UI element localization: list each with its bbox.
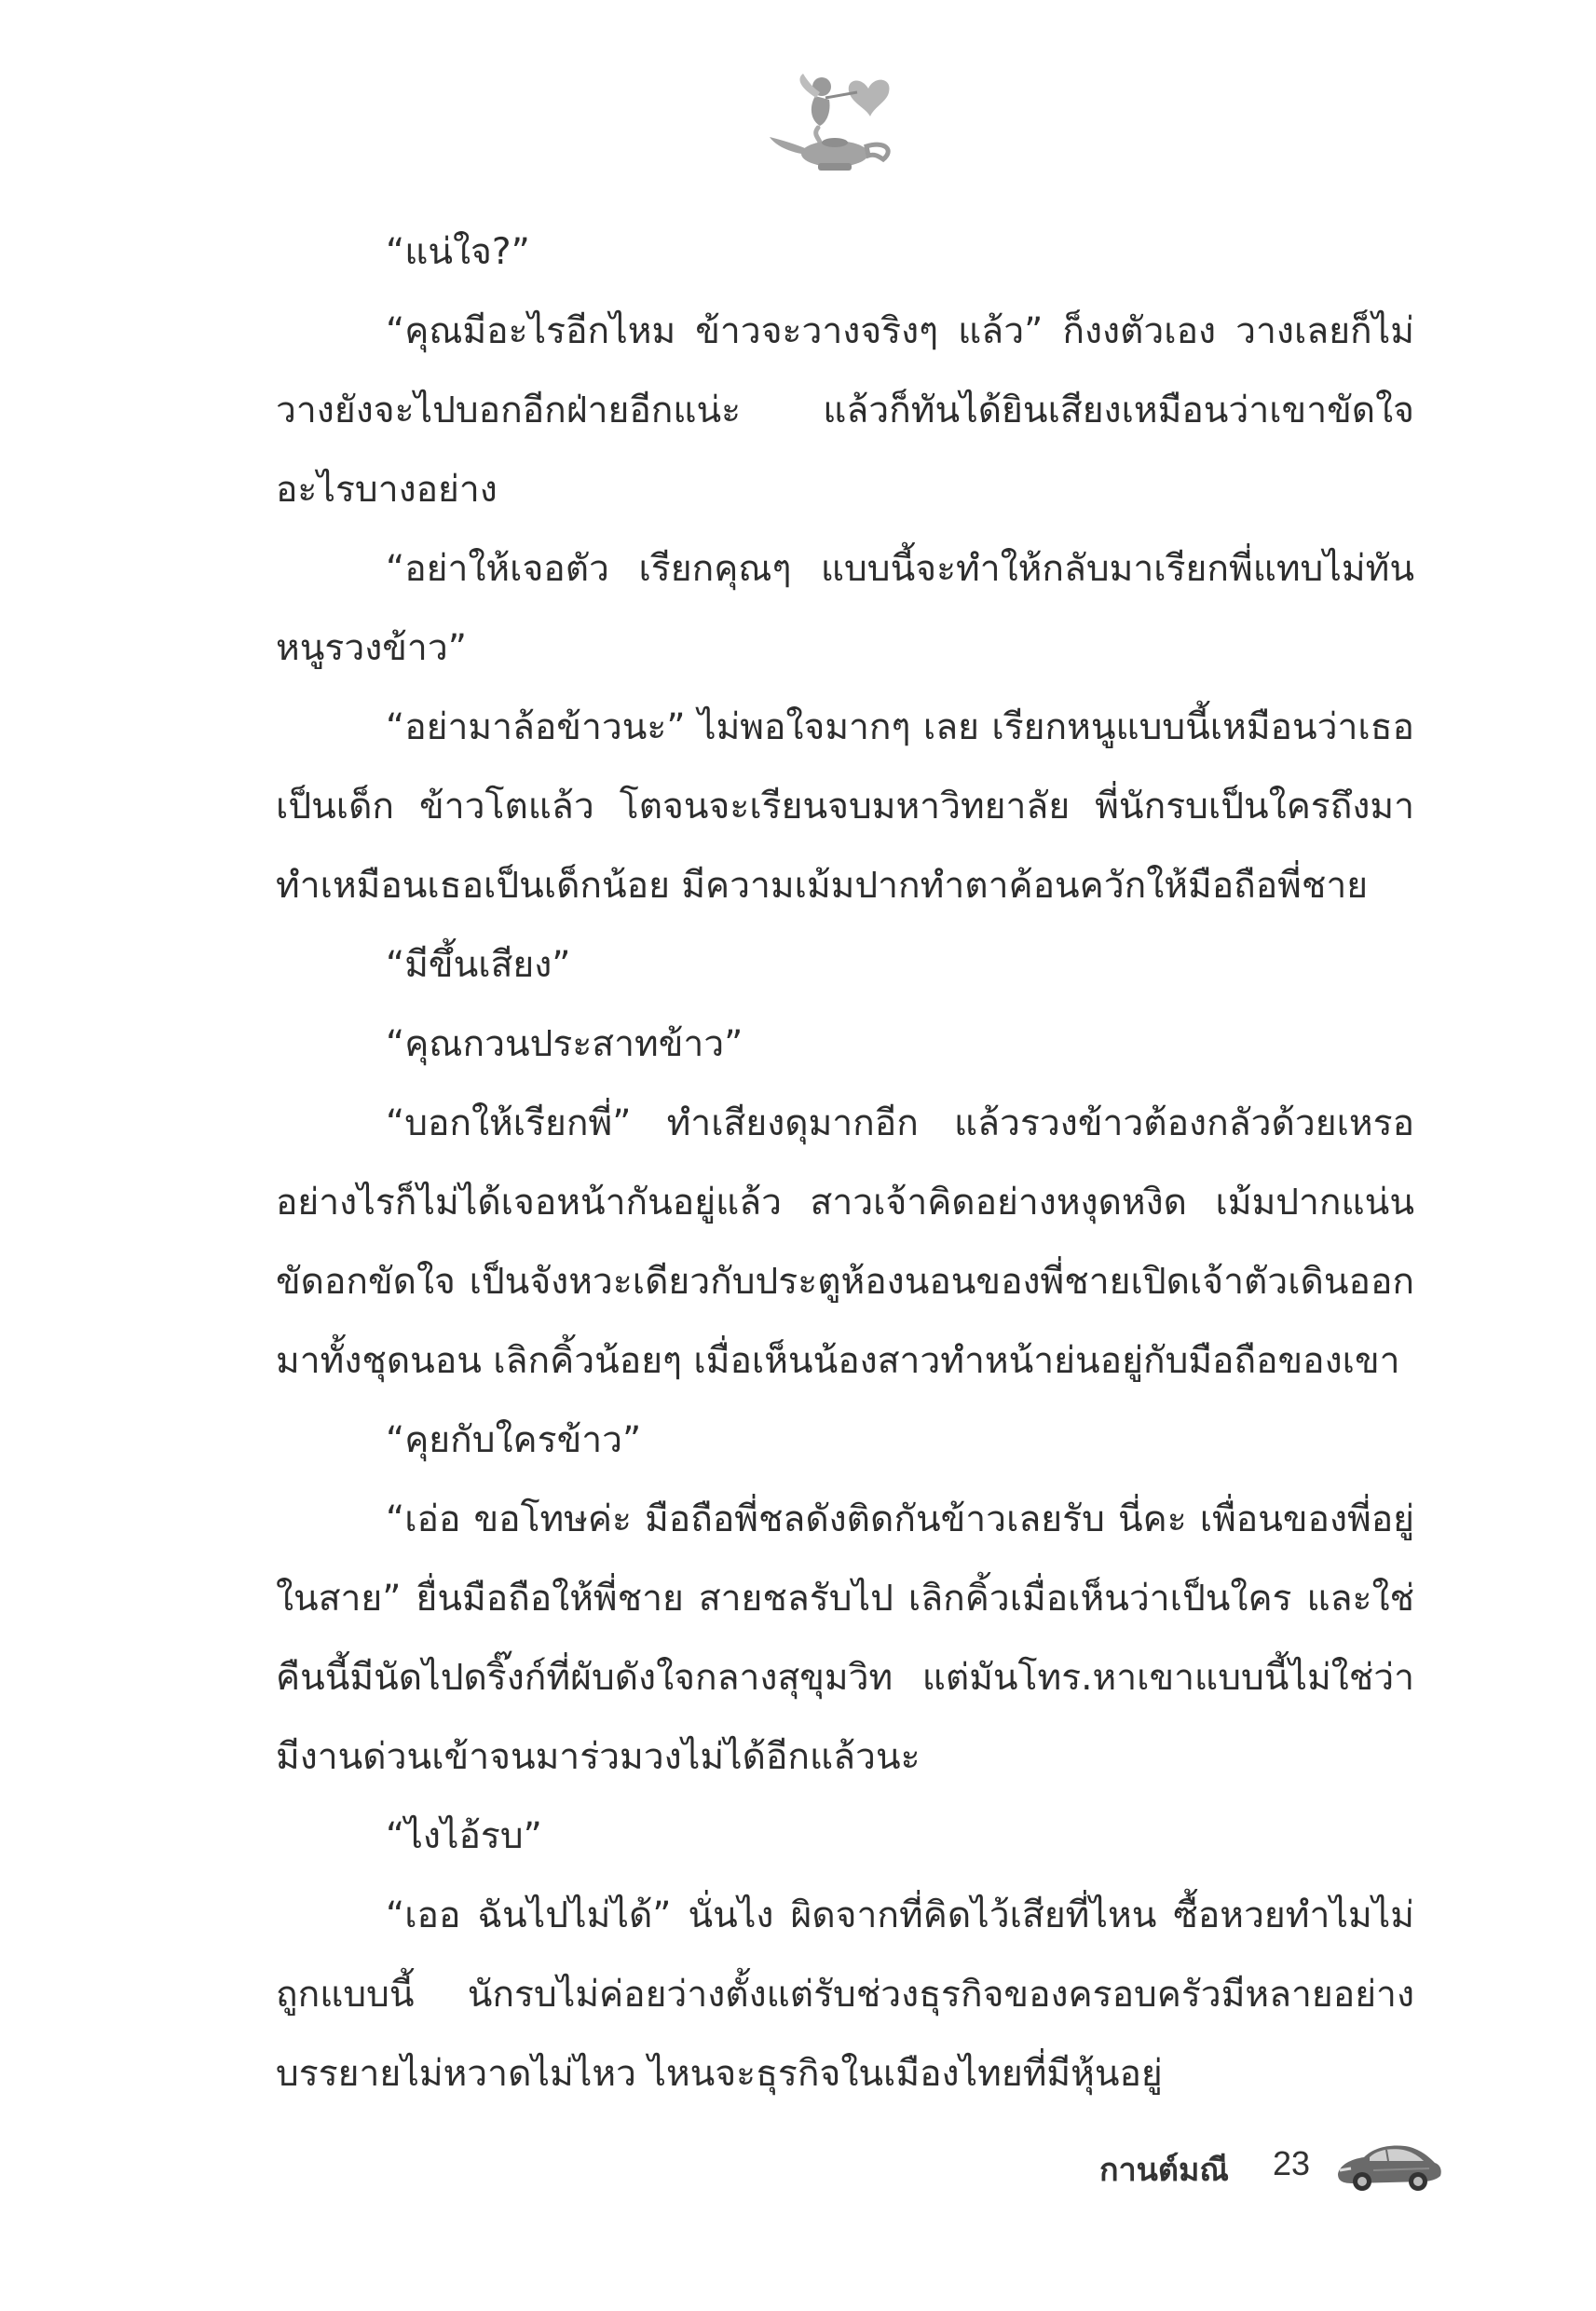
paragraph: “ไงไอ้รบ”: [386, 1815, 542, 1857]
page-number: 23: [1273, 2144, 1311, 2182]
paragraph: “คุณมีอะไรอีกไหม ข้าวจะวางจริงๆ แล้ว” ก็งงตัวเอง วางเลยก็ไม่วางยังจะไปบอกอีกฝ่ายอีกแน่ะ แล้วก็ทันได้ยินเสียงเหมือนว่าเขาขัดใจอะไรบางอย่าง: [276, 310, 1414, 511]
paragraph: “แน่ใจ?”: [386, 231, 530, 273]
genie-lamp-icon: [764, 51, 913, 182]
body-text: [276, 212, 1414, 2113]
paragraph: “เอ่อ ขอโทษค่ะ มือถือพี่ชลดังติดกันข้าวเลยรับ นี่คะ เพื่อนของพี่อยู่ในสาย” ยื่นมือถือให้พี่ชาย สายชลรับไป เลิกคิ้วเมื่อเห็นว่าเป็นใคร และใช่ คืนนี้มีนัดไปดริ๊งก์ที่ผับดังใจกลางสุขุมวิท แต่มันโทร.หาเขาแบบนี้ไม่ใช่ว่ามีงานด่วนเข้าจนมาร่วมวงไม่ได้อีกแล้วนะ: [276, 1498, 1414, 1778]
paragraph: “อย่าให้เจอตัว เรียกคุณๆ แบบนี้จะทำให้กลับมาเรียกพี่แทบไม่ทัน หนูรวงข้าว”: [276, 548, 1414, 669]
paragraph: “มีขึ้นเสียง”: [386, 944, 571, 986]
page-footer: [1071, 2129, 1463, 2213]
paragraph: “เออ ฉันไปไม่ได้” นั่นไง ผิดจากที่คิดไว้เสียที่ไหน ซื้อหวยทำไมไม่ถูกแบบนี้ นักรบไม่ค่อยว่างตั้งแต่รับช่วงธุรกิจของครอบครัวมีหลายอย่างบรรยายไม่หวาดไม่ไหว ไหนจะธุรกิจในเมืองไทยที่มีหุ้นอยู่: [276, 1894, 1414, 2095]
paragraph: “คุยกับใครข้าว”: [386, 1419, 642, 1461]
paragraph: “อย่ามาล้อข้าวนะ” ไม่พอใจมากๆ เลย เรียกหนูแบบนี้เหมือนว่าเธอเป็นเด็ก ข้าวโตแล้ว โตจนจะเรียนจบมหาวิทยาลัย พี่นักรบเป็นใครถึงมาทำเหมือนเธอเป็นเด็กน้อย มีความเม้มปากทำตาค้อนควักให้มือถือพี่ชาย: [276, 706, 1414, 907]
author-name: กานต์มณี: [1099, 2152, 1229, 2189]
paragraph: “บอกให้เรียกพี่” ทำเสียงดุมากอีก แล้วรวงข้าวต้องกลัวด้วยเหรออย่างไรก็ไม่ได้เจอหน้ากันอยู่แล้ว สาวเจ้าคิดอย่างหงุดหงิด เม้มปากแน่นขัดอกขัดใจ เป็นจังหวะเดียวกับประตูห้องนอนของพี่ชายเปิดเจ้าตัวเดินออกมาทั้งชุดนอน เลิกคิ้วน้อยๆ เมื่อเห็นน้องสาวทำหน้าย่นอยู่กับมือถือของเขา: [276, 1102, 1414, 1382]
car-icon: [1332, 2133, 1444, 2198]
paragraph: “คุณกวนประสาทข้าว”: [386, 1023, 743, 1065]
